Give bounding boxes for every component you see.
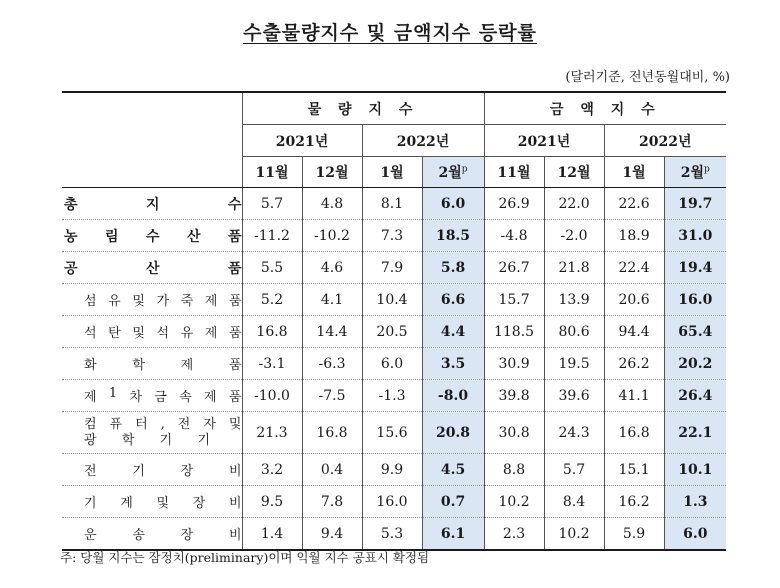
value-cell: 10.4: [362, 284, 422, 316]
value-cell: -1.3: [362, 380, 422, 412]
value-cell: 1.3: [664, 486, 726, 518]
table-row: [62, 316, 726, 348]
value-cell: 13.9: [544, 284, 604, 316]
unit-note: (달러기준, 전년동월대비, %): [565, 70, 730, 85]
table-row: [62, 518, 726, 551]
value-cell: 16.8: [604, 412, 664, 454]
value-cell: 1.4: [242, 518, 302, 551]
table-row: [62, 220, 726, 252]
value-cell: 6.6: [422, 284, 484, 316]
row-label: 석 탄 및 석 유 제 품: [62, 316, 242, 348]
value-cell: 10.2: [544, 518, 604, 551]
value-cell: 22.6: [604, 188, 664, 220]
value-cell: 6.0: [664, 518, 726, 551]
value-cell: 16.2: [604, 486, 664, 518]
header-row-months: [62, 157, 726, 188]
volume-index-header: 물 량 지 수: [242, 92, 484, 125]
value-cell: 2.3: [484, 518, 544, 551]
value-cell: 7.3: [362, 220, 422, 252]
month-header: 1월: [604, 157, 664, 188]
month-header: 12월: [302, 157, 362, 188]
value-cell: -10.2: [302, 220, 362, 252]
table-row: [62, 412, 726, 454]
value-cell: 15.1: [604, 454, 664, 486]
value-cell: 5.8: [422, 252, 484, 284]
value-cell: -2.0: [544, 220, 604, 252]
value-cell: 4.8: [302, 188, 362, 220]
value-cell: 3.2: [242, 454, 302, 486]
table-row: [62, 284, 726, 316]
row-label: 제 1 차 금 속 제 품: [62, 380, 242, 412]
index-table: [62, 91, 726, 551]
value-cell: 6.1: [422, 518, 484, 551]
value-cell: 4.4: [422, 316, 484, 348]
row-label: 기 계 및 장 비: [62, 486, 242, 518]
value-cell: 41.1: [604, 380, 664, 412]
table-row: [62, 486, 726, 518]
month-header: 1월: [362, 157, 422, 188]
value-cell: 5.5: [242, 252, 302, 284]
value-cell: 18.9: [604, 220, 664, 252]
value-cell: 20.6: [604, 284, 664, 316]
value-cell: 20.5: [362, 316, 422, 348]
preliminary-mark: p: [704, 164, 710, 175]
table-row: [62, 252, 726, 284]
value-cell: 16.0: [664, 284, 726, 316]
value-cell: 22.0: [544, 188, 604, 220]
header-row-groups: [62, 92, 726, 125]
value-cell: 26.9: [484, 188, 544, 220]
value-cell: 19.5: [544, 348, 604, 380]
value-cell: 7.8: [302, 486, 362, 518]
value-cell: 8.8: [484, 454, 544, 486]
value-cell: 65.4: [664, 316, 726, 348]
value-cell: 6.0: [362, 348, 422, 380]
year-header: 2022년: [362, 125, 484, 157]
value-cell: -8.0: [422, 380, 484, 412]
table-row: [62, 380, 726, 412]
value-cell: 16.8: [302, 412, 362, 454]
row-label: 컴 퓨 터 , 전 자 및 광 학 기 기: [62, 412, 242, 454]
value-cell: 31.0: [664, 220, 726, 252]
value-cell: 15.6: [362, 412, 422, 454]
value-cell: 30.8: [484, 412, 544, 454]
value-cell: 16.8: [242, 316, 302, 348]
value-cell: 4.1: [302, 284, 362, 316]
value-cell: 0.7: [422, 486, 484, 518]
value-cell: 21.3: [242, 412, 302, 454]
row-label: 섬 유 및 가 죽 제 품: [62, 284, 242, 316]
table-row: [62, 348, 726, 380]
value-cell: 9.4: [302, 518, 362, 551]
value-cell: 5.2: [242, 284, 302, 316]
value-cell: 18.5: [422, 220, 484, 252]
row-label: 농 림 수 산 품: [62, 220, 242, 252]
value-cell: 19.4: [664, 252, 726, 284]
row-label: 운 송 장 비: [62, 518, 242, 551]
table-row: [62, 454, 726, 486]
value-cell: 118.5: [484, 316, 544, 348]
table-row: [62, 188, 726, 220]
value-cell: 4.6: [302, 252, 362, 284]
value-cell: 3.5: [422, 348, 484, 380]
year-header: 2021년: [242, 125, 362, 157]
value-cell: 5.7: [544, 454, 604, 486]
preliminary-mark: p: [461, 164, 468, 175]
value-cell: 7.9: [362, 252, 422, 284]
value-cell: 5.7: [242, 188, 302, 220]
row-label: 화 학 제 품: [62, 348, 242, 380]
value-cell: 10.2: [484, 486, 544, 518]
value-cell: -11.2: [242, 220, 302, 252]
value-cell: 8.4: [544, 486, 604, 518]
value-cell: 10.1: [664, 454, 726, 486]
value-cell: -3.1: [242, 348, 302, 380]
month-header: 2월$^p$: [422, 157, 484, 188]
month-header: 11월: [242, 157, 302, 188]
year-header: 2021년: [484, 125, 604, 157]
value-cell: 6.0: [422, 188, 484, 220]
value-cell: 94.4: [604, 316, 664, 348]
row-label: 전 기 장 비: [62, 454, 242, 486]
row-label: 총 지 수: [62, 188, 242, 220]
year-header: 2022년: [604, 125, 726, 157]
header-row-years: [62, 125, 726, 157]
value-cell: 9.9: [362, 454, 422, 486]
value-cell: -4.8: [484, 220, 544, 252]
value-cell: 24.3: [544, 412, 604, 454]
value-cell: 4.5: [422, 454, 484, 486]
value-cell: -10.0: [242, 380, 302, 412]
value-cell: 39.6: [544, 380, 604, 412]
value-cell: 8.1: [362, 188, 422, 220]
value-cell: 20.2: [664, 348, 726, 380]
value-cell: 16.0: [362, 486, 422, 518]
value-cell: 5.3: [362, 518, 422, 551]
month-header: 2월$^p$: [664, 157, 726, 188]
footnote: 주: 당월 지수는 잠정치(preliminary)이며 익월 지수 공표시 확정됨: [60, 550, 430, 565]
value-cell: 22.4: [604, 252, 664, 284]
page-title: 수출물량지수 및 금액지수 등락률: [243, 22, 537, 44]
value-cell: -6.3: [302, 348, 362, 380]
value-cell: 39.8: [484, 380, 544, 412]
value-cell: 26.2: [604, 348, 664, 380]
value-cell: 20.8: [422, 412, 484, 454]
value-cell: 26.4: [664, 380, 726, 412]
value-cell: 14.4: [302, 316, 362, 348]
value-cell: 0.4: [302, 454, 362, 486]
value-cell: 21.8: [544, 252, 604, 284]
value-cell: 26.7: [484, 252, 544, 284]
month-header: 11월: [484, 157, 544, 188]
value-cell: -7.5: [302, 380, 362, 412]
value-cell: 5.9: [604, 518, 664, 551]
value-cell: 80.6: [544, 316, 604, 348]
value-cell: 15.7: [484, 284, 544, 316]
value-cell: 22.1: [664, 412, 726, 454]
value-cell: 30.9: [484, 348, 544, 380]
value-index-header: 금 액 지 수: [484, 92, 726, 125]
month-header: 12월: [544, 157, 604, 188]
value-cell: 19.7: [664, 188, 726, 220]
value-cell: 9.5: [242, 486, 302, 518]
row-label: 공 산 품: [62, 252, 242, 284]
